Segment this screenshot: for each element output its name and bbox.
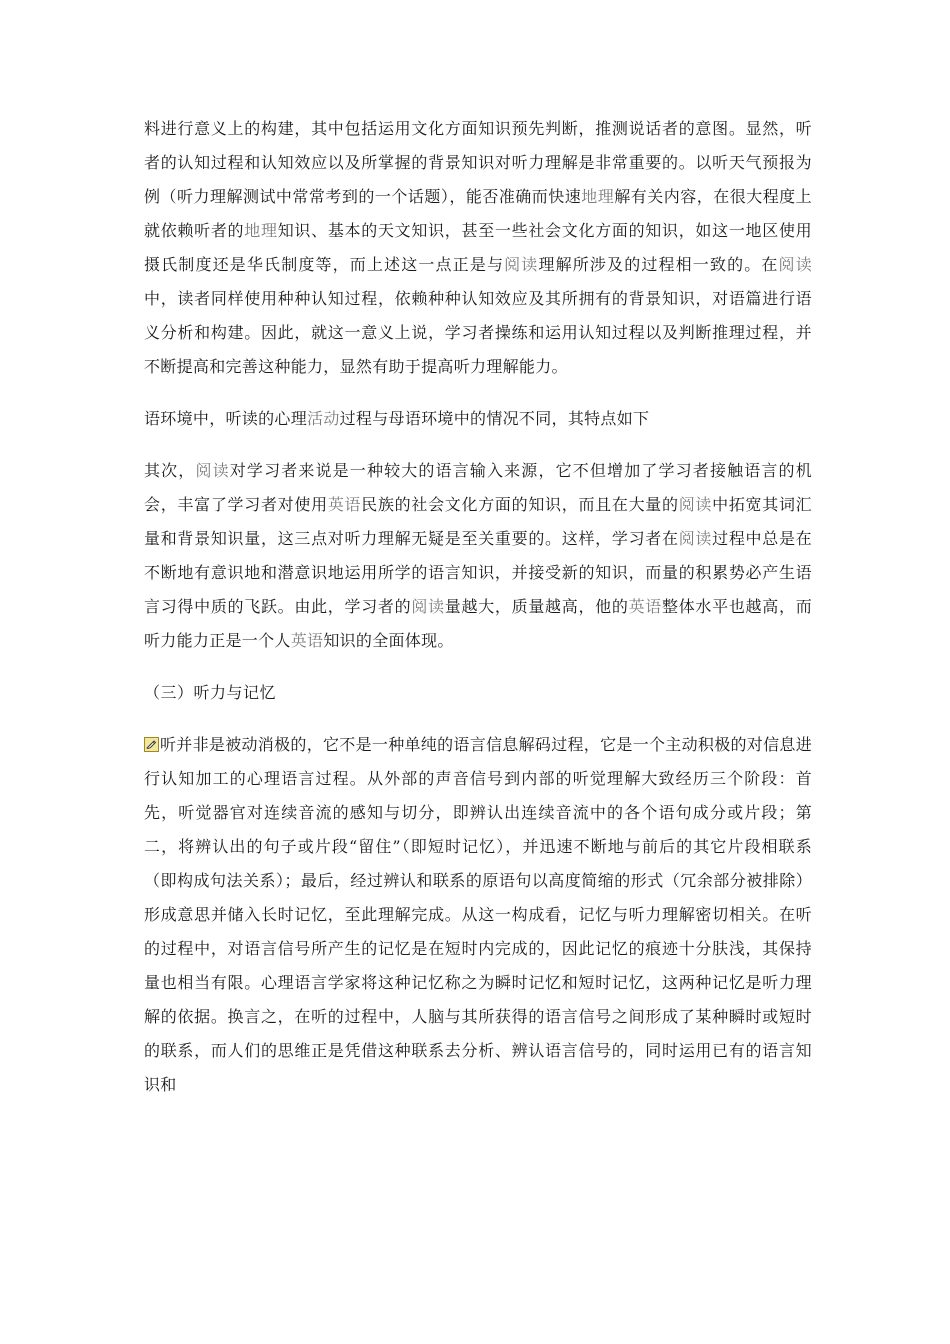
paragraph-text: 中拓宽其词汇量和背景知识量，这三点对听力理解无疑是至关重要的。这样，学习者在 — [144, 495, 812, 548]
keyword-link-geography[interactable]: 地理 — [244, 221, 278, 240]
paragraph-text: 量越大，质量越高，他的 — [444, 597, 629, 616]
keyword-link-reading[interactable]: 阅读 — [678, 529, 713, 548]
keyword-link-reading[interactable]: 阅读 — [411, 597, 445, 616]
keyword-link-reading[interactable]: 阅读 — [195, 461, 230, 480]
paragraph-text: 料进行意义上的构建，其中包括运用文化方面知识预先判断，推测说话者的意图。显然，听者的认知过程和认知效应以及所掌握的背景知识对听力理解是非常重要的。以听天气预报为例（听力理解测试中常常考到的一个话题），能否准确而快速 — [144, 119, 812, 206]
paragraph-text: 解有关内容，在很大程度上就依赖听者的 — [144, 187, 812, 240]
paragraph-text: 民族的社会文化方面的知识，而且在大量的 — [361, 495, 679, 514]
paragraph-text: 其次， — [144, 461, 196, 480]
spacer — [144, 436, 812, 454]
paragraph-language-environment — [144, 402, 812, 436]
paragraph-text: 整体水平也越高，而听力能力正是一个人 — [144, 597, 812, 650]
spacer — [144, 384, 812, 402]
paragraph-text: 知识、基本的天文知识，甚至一些社会文化方面的知识，如这一地区使用摄氏制度还是华氏制度等，而上述这一点正是与 — [144, 221, 812, 274]
paragraph-text: 理解所涉及的过程相一致的。在 — [538, 255, 779, 274]
paragraph-cognition — [144, 112, 812, 384]
keyword-link-reading[interactable]: 阅读 — [678, 495, 713, 514]
section-heading: （三）听力与记忆 — [144, 683, 277, 702]
keyword-link-geography[interactable]: 地理 — [581, 187, 615, 206]
paragraph-reading-input — [144, 454, 812, 658]
note-icon[interactable] — [144, 737, 159, 752]
keyword-link-reading[interactable]: 阅读 — [778, 255, 812, 274]
keyword-link-english[interactable]: 英语 — [290, 631, 324, 650]
document-page — [144, 112, 812, 1102]
paragraph-text: 听并非是被动消极的，它不是一种单纯的语言信息解码过程，它是一个主动积极的对信息进行认知加工的心理语言过程。从外部的声音信号到内部的听觉理解大致经历三个阶段：首先，听觉器官对连续音流的感知与切分，即辨认出连续音流中的各个语句成分或片段；第二，将辨认出的句子或片段“留住”（即短时记忆），并迅速不断地与前后的其它片段相联系（即构成句法关系）；最后，经过辨认和联系的原语句以高度简缩的形式（冗余部分被排除）形成意思并储入长时记忆，至此理解完成。从这一构成看，记忆与听力理解密切相关。在听的过程中，对语言信号所产生的记忆是在短时内完成的，因此记忆的痕迹十分肤浅，其保持量也相当有限。心理语言学家将这种记忆称之为瞬时记忆和短时记忆，这两种记忆是听力理解的依据。换言之，在听的过程中，人脑与其所获得的语言信号之间形成了某种瞬时或短时的联系，而人们的思维正是凭借这种联系去分析、辨认语言信号的，同时运用已有的语言知识和 — [144, 735, 813, 1094]
spacer — [144, 658, 812, 676]
spacer — [144, 710, 812, 728]
keyword-link-english[interactable]: 英语 — [327, 495, 362, 514]
paragraph-text: 过程中总是在不断地有意识地和潜意识地运用所学的语言知识，并接受新的知识，而量的积累势必产生语言习得中质的飞跃。由此，学习者的 — [144, 529, 812, 616]
keyword-link-activity[interactable]: 活动 — [307, 409, 340, 428]
paragraph-text: 中，读者同样使用种种认知过程，依赖种种认知效应及其所拥有的背景知识，对语篇进行语义分析和构建。因此，就这一意义上说，学习者操练和运用认知过程以及判断推理过程，并不断提高和完善这种能力，显然有助于提高听力理解能力。 — [144, 289, 812, 376]
keyword-link-reading[interactable]: 阅读 — [504, 255, 539, 274]
paragraph-text: 对学习者来说是一种较大的语言输入来源，它不但增加了学习者接触语言的机会，丰富了学习者对使用 — [144, 461, 812, 514]
keyword-link-english[interactable]: 英语 — [628, 597, 663, 616]
paragraph-listening-memory — [144, 728, 812, 1102]
paragraph-text: 知识的全面体现。 — [323, 631, 454, 650]
paragraph-text: 语环境中，听读的心理 — [144, 409, 308, 428]
paragraph-text: 过程与母语环境中的情况不同，其特点如下 — [339, 409, 650, 428]
